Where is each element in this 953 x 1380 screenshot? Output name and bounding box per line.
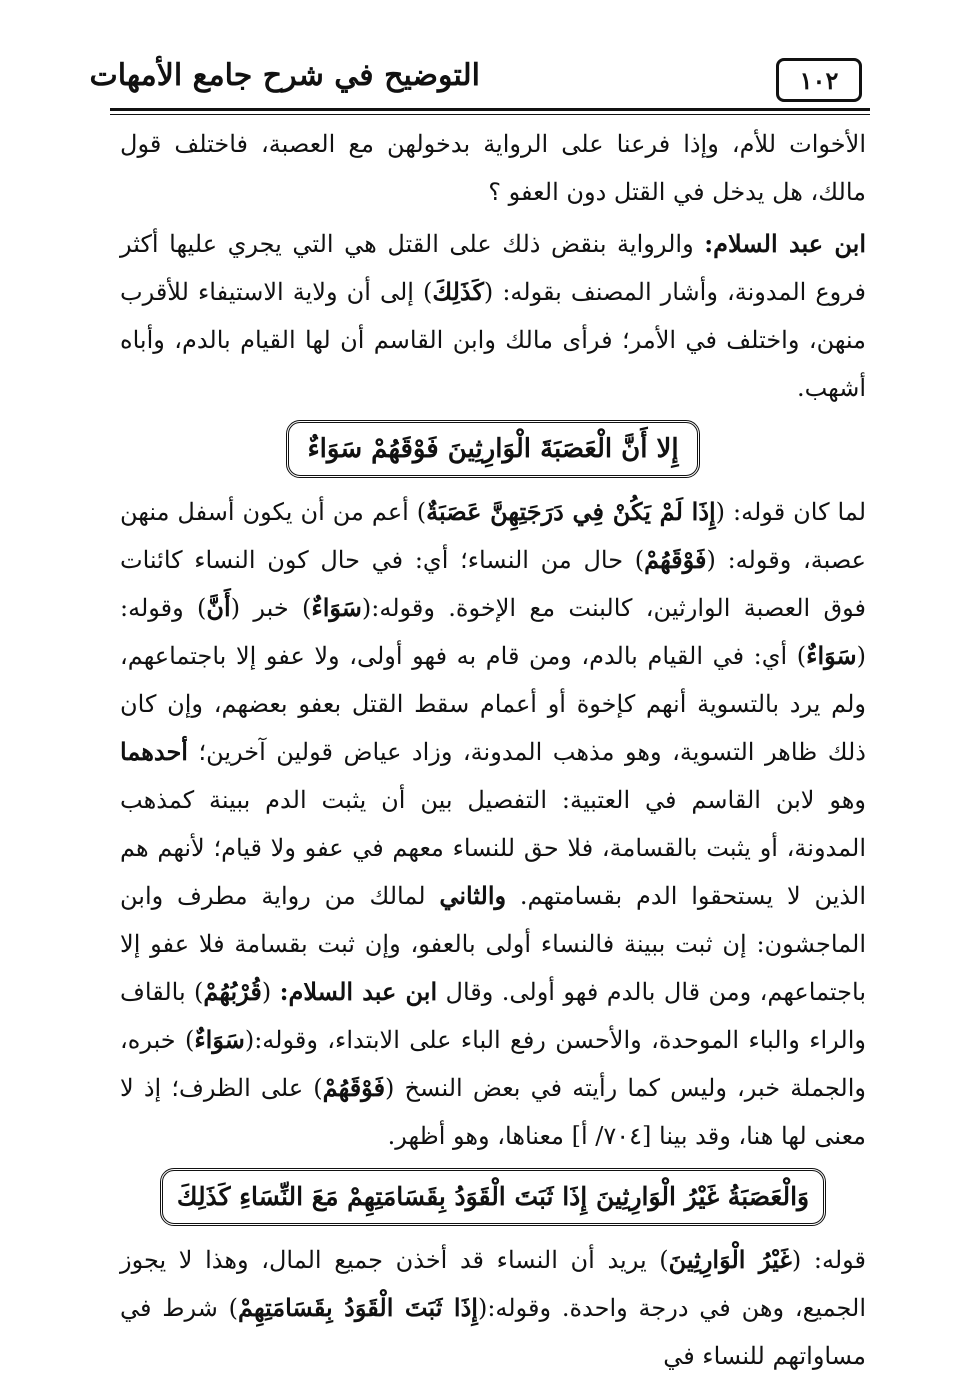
matn-text-frame <box>160 1168 826 1226</box>
book-title: التوضيح في شرح جامع الأمهات <box>89 58 480 93</box>
text-run: ) بالقاف والراء والباء الموحدة، والأحسن رفع الباء على الابتداء، وقوله:( <box>120 978 866 1054</box>
quoted-term: سَوَاءٌ <box>194 1025 245 1054</box>
quoted-term: غَيْرُ الْوَارِثِينَ <box>668 1245 792 1274</box>
paragraph-1: الأخوات للأم، وإذا فرعنا على الرواية بدخولهن مع العصبة، فاختلف قول مالك، هل يدخل في القتل دون العفو ؟ <box>120 130 866 206</box>
quoted-term: إِذَا لَمْ يَكُنْ فِي دَرَجَتِهِنَّ عَصَبَةٌ <box>426 497 716 526</box>
text-run: ) خبر ( <box>230 594 312 622</box>
text-run: والرواية بنقض ذلك على القتل هي التي يجري عليها أكثر فروع المدونة، وأشار المصنف بقوله: ( <box>120 230 866 306</box>
text-run: ) شرط في مساواتهم للنساء في <box>120 1294 866 1370</box>
quoted-term: فَوْقَهُمْ <box>322 1073 386 1102</box>
page-body <box>120 120 866 1380</box>
text-run: ) خبره، والجملة خبر، وليس كما رأيته في بعض النسخ ( <box>120 1026 867 1102</box>
text-run: ) على الظرف؛ إذ لا معنى لها هنا، وقد بينا [٧٠٤/ أ] معناها، وهو أظهر. <box>120 1074 866 1150</box>
page-number-badge <box>776 58 862 102</box>
quoted-term: فَوْقَهُمْ <box>644 545 707 574</box>
matn-text: إِلا أَنَّ الْعَصَبَةَ الْوَارِثِينَ فَوْقَهُمْ سَوَاءٌ <box>307 434 679 464</box>
matn-block-2 <box>120 1168 866 1226</box>
running-header <box>89 52 870 110</box>
header-rule <box>110 108 870 115</box>
quoted-term: أَنَّ <box>206 593 231 622</box>
bold-term: أحدهما <box>120 737 188 766</box>
text-run: قوله: ( <box>791 1246 867 1274</box>
paragraph-4 <box>120 1236 866 1380</box>
matn-block-1 <box>120 420 866 478</box>
quoted-term: سَوَاءٌ <box>806 641 857 670</box>
paragraph-2 <box>120 220 866 412</box>
matn-text: وَالْعَصَبَةُ غَيْرُ الْوَارِثِينَ إِذَا ثَبَتَ الْقَوَدُ بِقَسَامَتِهِمْ مَعَ النِّسَاءِ كَذَلِكَ <box>176 1182 810 1211</box>
text-run: وهو لابن القاسم في العتبية: التفصيل بين أن يثبت الدم ببينة كمذهب المدونة، أو يثبت بالقسامة، فلا حق للنساء معهم في عفو ولا قيام؛ لأنهم هم الذين لا يستحقوا الدم بقسامتهم. <box>120 786 866 910</box>
text-run: ( <box>261 978 280 1006</box>
speaker-name: ابن عبد السلام: <box>279 977 438 1006</box>
quoted-term: سَوَاءٌ <box>311 593 362 622</box>
text-run: ) يريد أن النساء قد أخذن جميع المال، وهذا لا يجوز الجميع، وهن في درجة واحدة. وقوله:( <box>120 1246 866 1322</box>
quoted-term: قُرْبُهُمْ <box>203 977 262 1006</box>
speaker-name: ابن عبد السلام: <box>704 229 867 258</box>
quoted-term: كَذَلِكَ <box>432 277 484 306</box>
matn-text-frame <box>286 420 699 478</box>
quoted-term: إِذَا ثَبَتَ الْقَوَدُ بِقَسَامَتِهِمْ <box>237 1293 478 1322</box>
page-number: ١٠٢ <box>799 65 839 95</box>
text-run: ) حال من النساء؛ أي: في حال كون النساء كائنات فوق العصبة الوارثين، كالبنت مع الإخوة. وقوله:( <box>120 546 867 622</box>
text-run: ) وقوله:( <box>120 594 867 670</box>
bold-term: والثاني <box>439 881 507 910</box>
text-run: لمالك من رواية مطرف وابن الماجشون: إن ثبت ببينة فالنساء أولى بالعفو، وإن ثبت بقسامة فلا عفو إلا باجتماعهم، ومن قال بالدم فهو أولى. وقال <box>120 882 866 1006</box>
paragraph-3 <box>120 488 866 1160</box>
text-run: ) أي: في القيام بالدم، ومن قام به فهو أولى، ولا عفو إلا باجتماعهم، ولم يرد بالتسوية أنهم كإخوة أو أعمام سقط القتل بعفو بعضهم، وإن كان ذلك ظاهر التسوية، وهو مذهب المدونة، وزاد عياض قولين آخرين؛ <box>120 642 866 766</box>
text-run: لما كان قوله: ( <box>715 498 867 526</box>
text-run: ) أعم من أن يكون أسفل منهن عصبة، وقوله: ( <box>120 498 866 574</box>
text-run: ) إلى أن ولاية الاستيفاء للأقرب منهن، واختلف في الأمر؛ فرأى مالك وابن القاسم أن لها القيام بالدم، وأباه أشهب. <box>120 278 866 402</box>
